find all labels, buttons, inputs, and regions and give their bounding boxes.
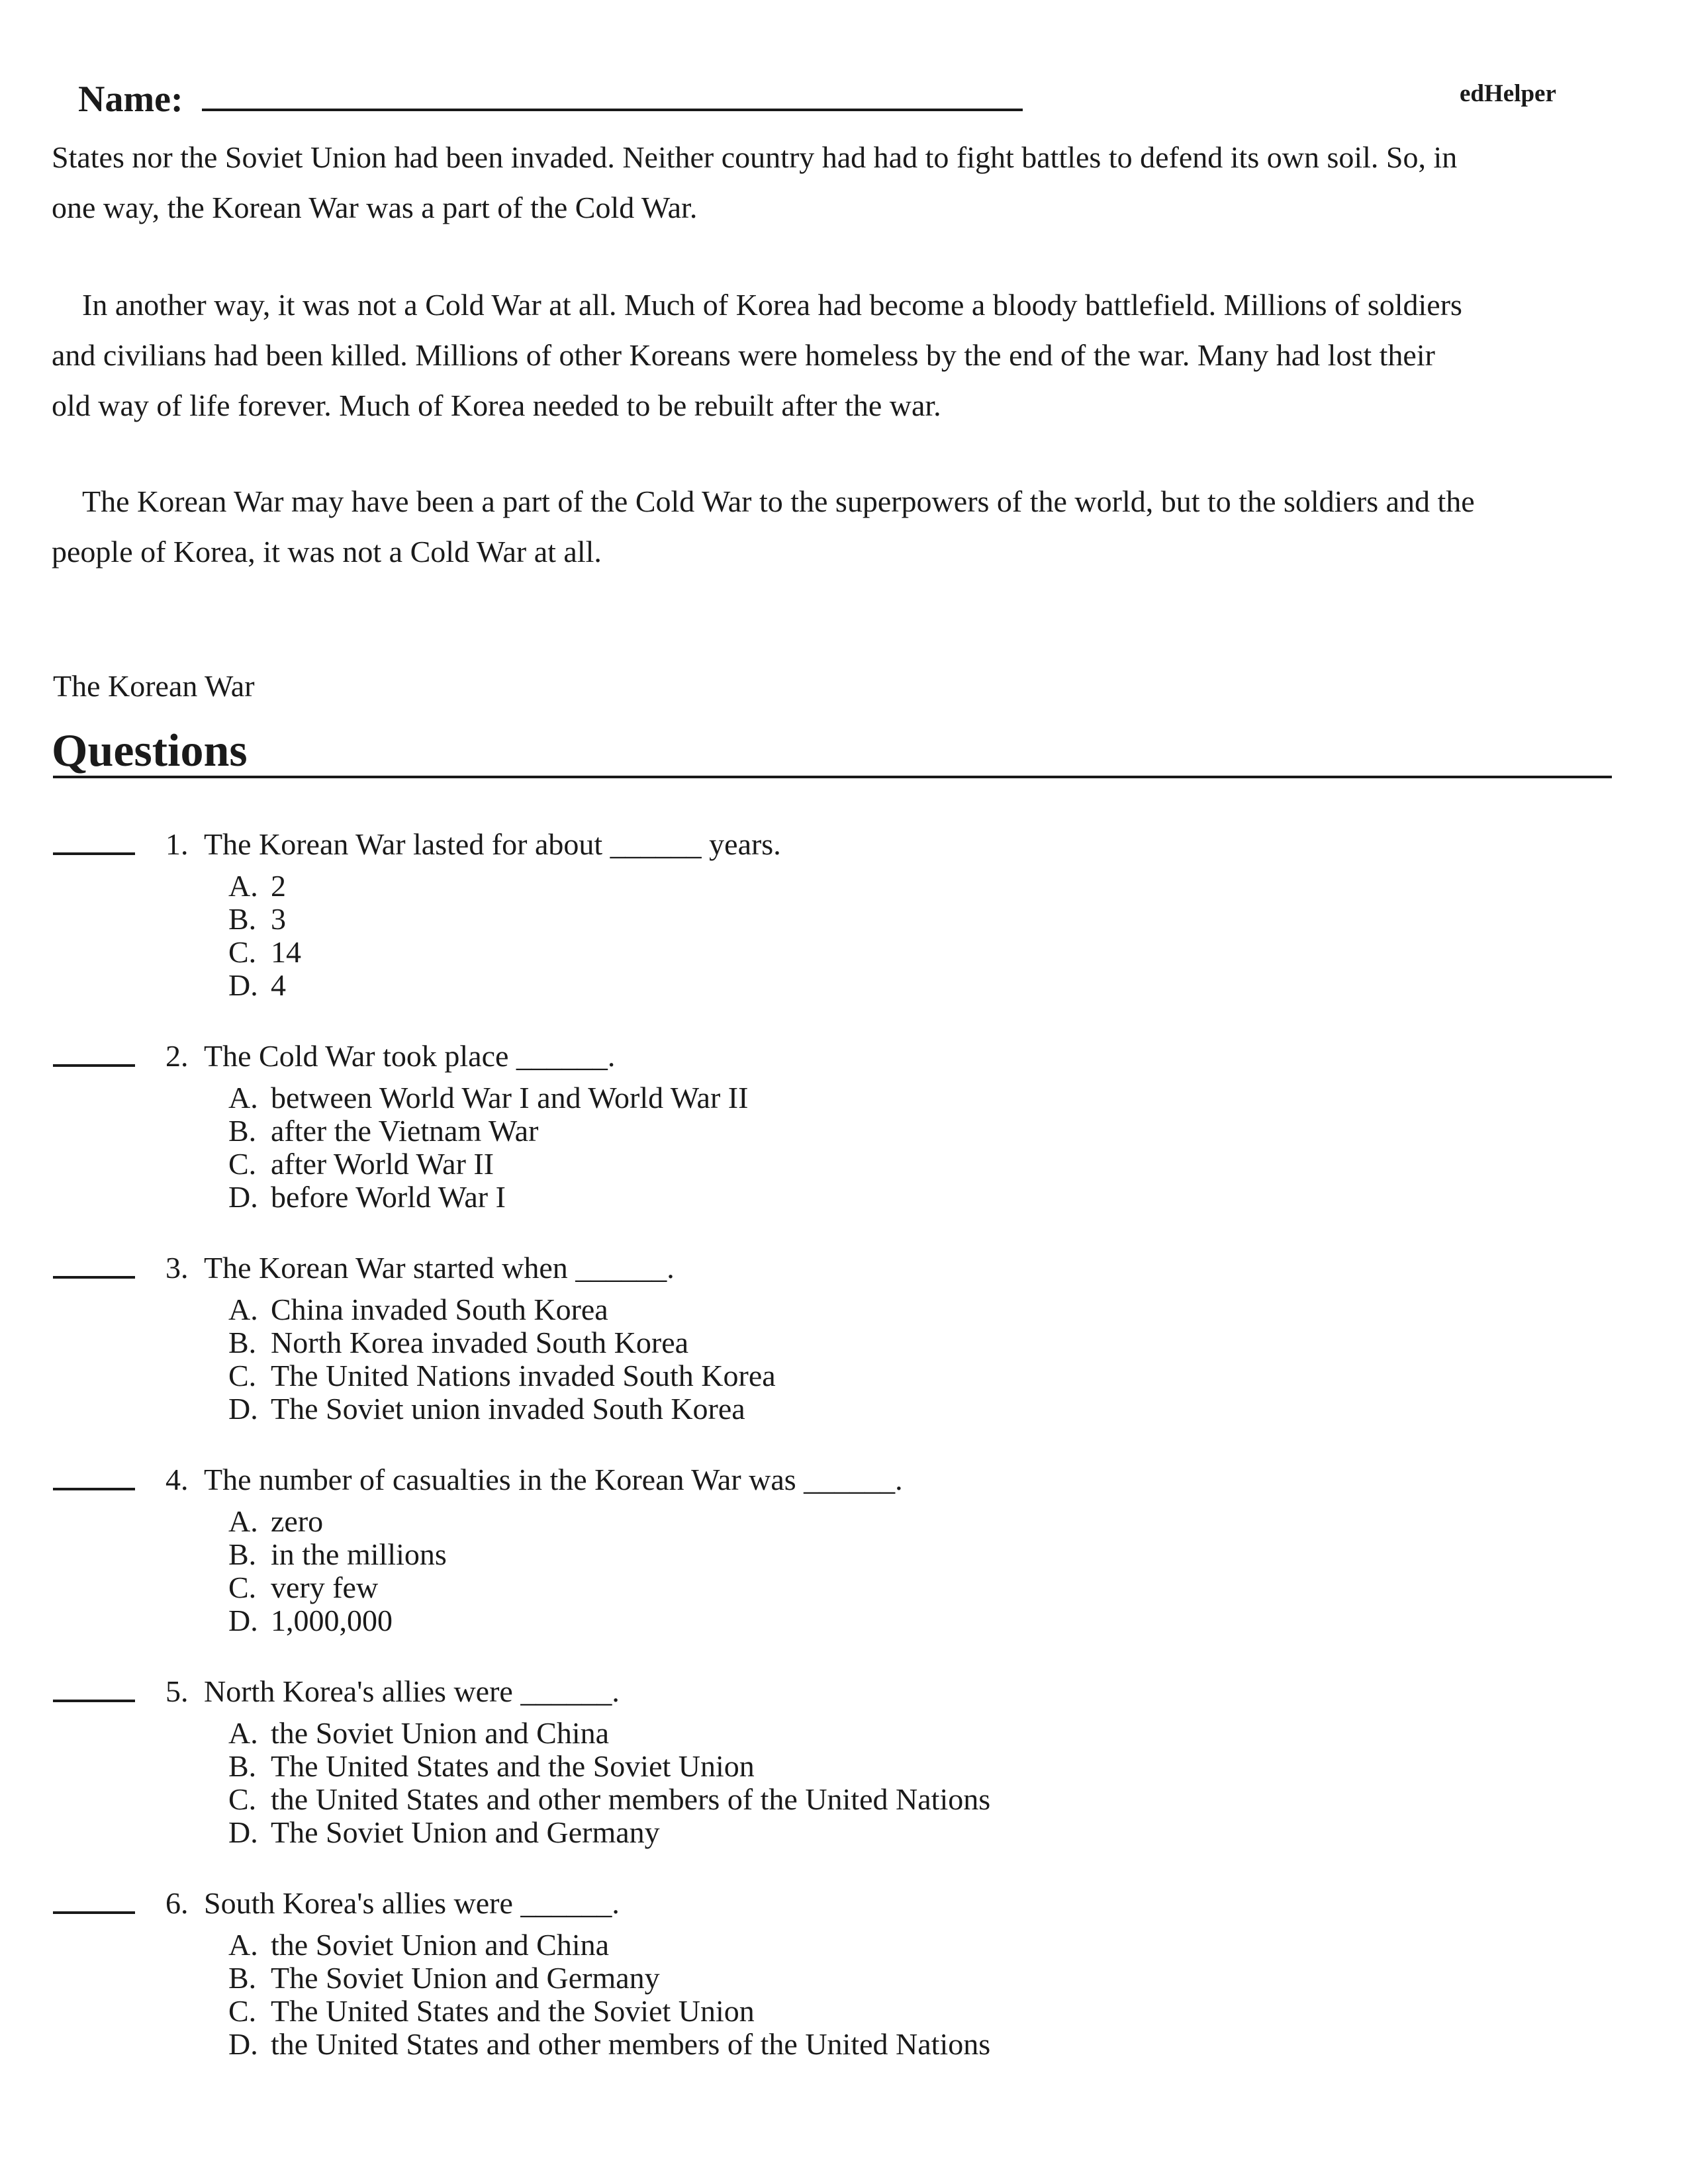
option-d: D. the United States and other members of the United Nations — [228, 2027, 991, 2061]
option-a: A. the Soviet Union and China — [228, 1928, 610, 1962]
passage-paragraph-1 — [52, 132, 1640, 233]
questions-heading: Questions — [52, 725, 248, 776]
option-b: B. in the millions — [228, 1537, 447, 1571]
options-list — [228, 1505, 447, 1637]
question-stem: The Korean War lasted for about ______ years. — [204, 827, 781, 861]
passage-line: and civilians had been killed. Millions of other Koreans were homeless by the end of the war. Many had lost their — [52, 338, 1435, 372]
question-number: 4. — [165, 1463, 189, 1496]
option-b: B. The Soviet Union and Germany — [228, 1961, 660, 1995]
option-d: D. 4 — [228, 968, 286, 1002]
passage-line: In another way, it was not a Cold War at all. Much of Korea had become a bloody battlefield. Millions of soldiers — [52, 288, 1462, 322]
question-number: 1. — [165, 827, 189, 861]
option-b: B. after the Vietnam War — [228, 1114, 539, 1148]
question-number: 5. — [165, 1674, 189, 1708]
options-list — [228, 870, 301, 1002]
option-b: B. The United States and the Soviet Union — [228, 1749, 755, 1783]
options-list — [228, 1081, 748, 1214]
passage-line: people of Korea, it was not a Cold War at all. — [52, 535, 602, 569]
passage-line: States nor the Soviet Union had been invaded. Neither country had had to fight battles to defend its own soil. So, in — [52, 140, 1458, 174]
option-c: C. 14 — [228, 935, 301, 969]
passage-paragraph-2 — [52, 280, 1640, 431]
name-label: Name: — [78, 79, 183, 120]
option-a: A. 2 — [228, 869, 286, 903]
passage-line: The Korean War may have been a part of the Cold War to the superpowers of the world, but to the soldiers and the — [52, 484, 1475, 518]
option-c: C. very few — [228, 1570, 379, 1604]
question-stem: The number of casualties in the Korean War was ______. — [204, 1463, 903, 1496]
option-a: A. zero — [228, 1504, 324, 1538]
option-d: D. 1,000,000 — [228, 1604, 393, 1637]
option-a: A. China invaded South Korea — [228, 1293, 608, 1326]
option-c: C. The United Nations invaded South Korea — [228, 1359, 776, 1392]
answer-blank[interactable] — [53, 1700, 135, 1702]
question-number: 3. — [165, 1251, 189, 1285]
options-list — [228, 1929, 990, 2061]
option-a: A. between World War I and World War II — [228, 1081, 749, 1115]
passage-paragraph-3 — [52, 477, 1640, 577]
question-number: 2. — [165, 1039, 189, 1073]
option-a: A. the Soviet Union and China — [228, 1716, 610, 1750]
name-answer-line[interactable] — [202, 109, 1023, 111]
option-d: D. The Soviet union invaded South Korea — [228, 1392, 745, 1426]
answer-blank[interactable] — [53, 1276, 135, 1279]
question-number: 6. — [165, 1886, 189, 1920]
section-title: The Korean War — [53, 669, 255, 703]
question-stem: The Cold War took place ______. — [204, 1039, 616, 1073]
question-stem: The Korean War started when ______. — [204, 1251, 675, 1285]
option-d: D. The Soviet Union and Germany — [228, 1815, 660, 1849]
answer-blank[interactable] — [53, 1064, 135, 1067]
option-c: C. the United States and other members of the United Nations — [228, 1782, 991, 1816]
heading-divider — [53, 776, 1612, 778]
answer-blank[interactable] — [53, 1488, 135, 1490]
option-c: C. after World War II — [228, 1147, 494, 1181]
brand-label: edHelper — [1460, 80, 1556, 107]
options-list — [228, 1293, 776, 1426]
option-c: C. The United States and the Soviet Union — [228, 1994, 755, 2028]
option-d: D. before World War I — [228, 1180, 506, 1214]
answer-blank[interactable] — [53, 852, 135, 855]
passage-line: old way of life forever. Much of Korea needed to be rebuilt after the war. — [52, 388, 941, 422]
options-list — [228, 1717, 990, 1849]
question-stem: North Korea's allies were ______. — [204, 1674, 620, 1708]
option-b: B. North Korea invaded South Korea — [228, 1326, 689, 1359]
option-b: B. 3 — [228, 902, 286, 936]
question-stem: South Korea's allies were ______. — [204, 1886, 620, 1920]
answer-blank[interactable] — [53, 1911, 135, 1914]
passage-line: one way, the Korean War was a part of the Cold War. — [52, 191, 698, 224]
